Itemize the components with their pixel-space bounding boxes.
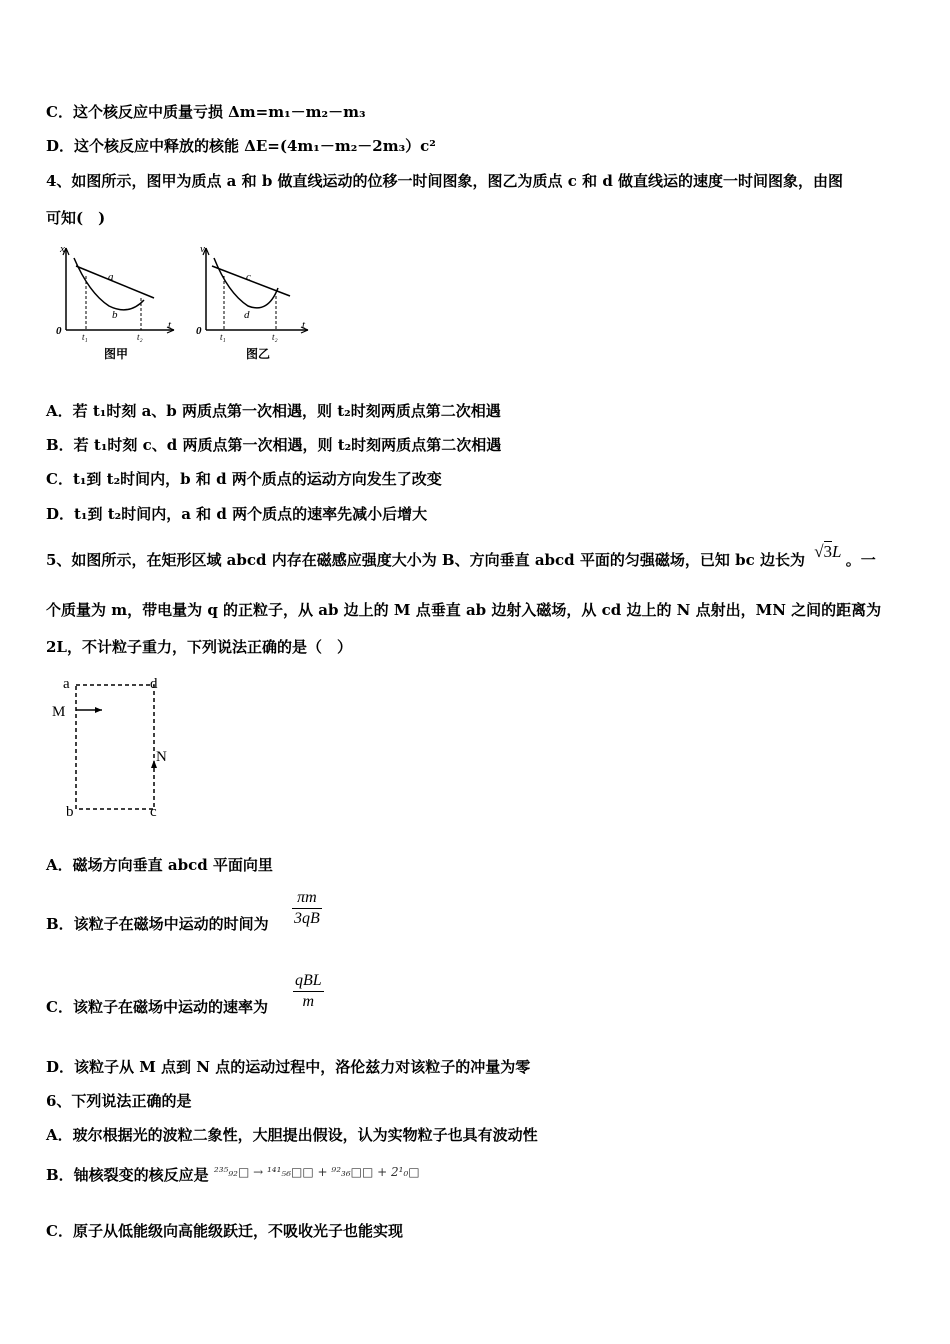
q5-sqrt-radicand: 3 [823,542,833,561]
fig-yi-label-c: c [246,271,251,283]
q4-figure-jia [44,238,179,366]
fraction-bar [292,908,322,909]
q4-figure-yi [190,238,315,366]
q4-option-c: C．t₁到 t₂时间内，b 和 d 两个质点的运动方向发生了改变 [46,470,442,488]
q4-option-b: B．若 t₁时刻 c、d 两质点第一次相遇，则 t₂时刻两质点第二次相遇 [46,436,502,454]
q5-sqrt-expression [814,542,846,561]
fig-yi-origin: 0 [196,325,202,337]
fig-jia-label-a: a [108,271,114,283]
q6-option-a: A．玻尔根据光的波粒二象性，大胆提出假设，认为实物粒子也具有波动性 [46,1126,538,1144]
fig-jia-x-label: t [168,319,172,331]
fig-yi-label-d: d [244,309,250,321]
fig-jia-caption: 图甲 [104,347,129,361]
q5-option-c: C．该粒子在磁场中运动的速率为 [46,998,268,1016]
fig-corner-d: d [150,676,158,692]
q5-c-denominator: m [302,993,315,1010]
sqrt-sign-icon: √ [814,542,824,561]
q4-option-d: D．t₁到 t₂时间内，a 和 d 两个质点的速率先减小后增大 [46,505,428,523]
q5-figure-rectangle [46,670,186,825]
fig-jia-t1: t₁ [82,332,88,342]
fig-corner-b: b [66,804,74,820]
q5-stem-line3: 2L，不计粒子重力，下列说法正确的是（ ） [46,638,352,656]
q5-option-b-fraction [292,889,322,928]
q5-option-d: D．该粒子从 M 点到 N 点的运动过程中，洛伦兹力对该粒子的冲量为零 [46,1058,531,1076]
fig-yi-t2: t₂ [272,332,278,342]
q6-option-c: C．原子从低能级向高能级跃迁，不吸收光子也能实现 [46,1222,403,1240]
q5-sqrt-tail: L [832,542,842,561]
fig-corner-c: c [150,804,157,820]
q5-b-numerator: πm [297,889,317,906]
q5-stem-line1 [46,542,876,570]
q3-option-d: D．这个核反应中释放的核能 ΔE=(4m₁－m₂－2m₃）c² [46,137,436,155]
q5-stem-line1-end: 。一 [845,551,876,569]
q4-stem-line1: 4、如图所示，图甲为质点 a 和 b 做直线运动的位移一时间图象，图乙为质点 c 和 d 做直线运的速度一时间图象，由图 [46,172,844,190]
q5-stem-line2: 个质量为 m，带电量为 q 的正粒子，从 ab 边上的 M 点垂直 ab 边射入磁场，从 cd 边上的 N 点射出，MN 之间的距离为 [46,601,882,619]
q4-option-a: A．若 t₁时刻 a、b 两质点第一次相遇，则 t₂时刻两质点第二次相遇 [46,402,501,420]
q6-option-b-text: B．铀核裂变的核反应是 [46,1166,209,1184]
q6-stem: 6、下列说法正确的是 [46,1092,192,1110]
q6-option-b [46,1165,420,1186]
fig-jia-t2: t₂ [137,332,143,342]
q5-option-a: A．磁场方向垂直 abcd 平面向里 [46,856,273,874]
fig-jia-label-b: b [112,309,118,321]
fig-point-m: M [52,704,66,720]
fig-yi-t1: t₁ [220,332,226,342]
fig-yi-x-label: t [302,319,306,331]
q5-c-numerator: qBL [295,972,322,989]
curve-b [74,258,144,310]
q4-stem-line2: 可知( ) [46,209,106,227]
q5-option-c-fraction [293,972,324,1011]
q5-b-denominator: 3qB [294,910,320,927]
line-a [76,266,154,298]
q5-stem-line1-text: 5、如图所示，在矩形区域 abcd 内存在磁感应强度大小为 B、方向垂直 abcd 平面的匀强磁场，已知 bc 边长为 [46,551,805,569]
fig-point-n: N [156,749,167,765]
fig-yi-caption: 图乙 [246,347,271,361]
fig-corner-a: a [63,676,70,692]
fig-yi-y-label: v [200,243,205,255]
q3-option-c: C．这个核反应中质量亏损 Δm=m₁－m₂－m₃ [46,103,366,121]
fig-jia-y-label: x [60,243,65,255]
q6-reaction-equation: ²³⁵₉₂□ → ¹⁴¹₅₆□□ + ⁹²₃₆□□ + 2¹₀□ [213,1165,420,1179]
fig-jia-origin: 0 [56,325,62,337]
q5-option-b: B．该粒子在磁场中运动的时间为 [46,915,269,933]
fraction-bar [293,991,324,992]
